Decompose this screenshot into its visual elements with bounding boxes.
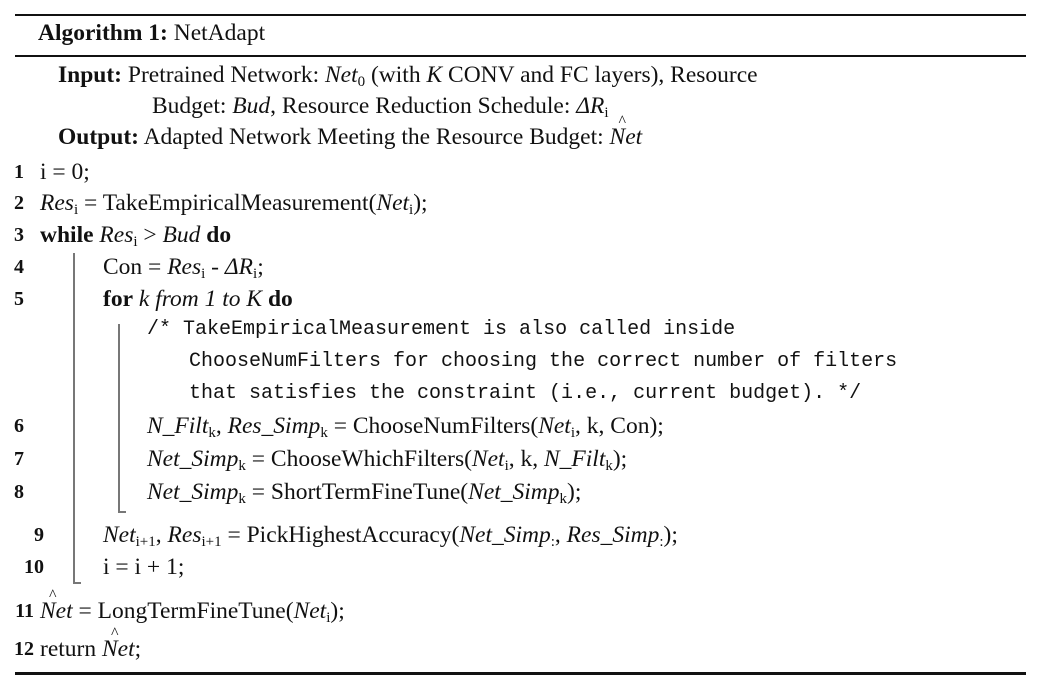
keyword: do <box>267 286 293 312</box>
text: - <box>205 254 225 280</box>
var: Bud <box>232 93 271 119</box>
line-number: 6 <box>14 415 24 437</box>
bottom-rule <box>15 672 1026 675</box>
comment-line: /* TakeEmpiricalMeasurement is also called inside <box>147 318 736 341</box>
var: Res_Simp <box>227 413 321 439</box>
sub: i <box>73 202 79 218</box>
range: k from 1 to K <box>138 286 263 312</box>
text: ; <box>134 636 142 662</box>
line-number: 10 <box>24 556 44 578</box>
var: N_Filt <box>543 446 606 472</box>
text: ); <box>612 446 628 472</box>
comment-line: that satisfies the constraint (i.e., current budget). */ <box>189 382 862 405</box>
line-number: 1 <box>14 161 24 183</box>
keyword: while <box>40 222 94 248</box>
line-4 <box>103 252 264 282</box>
algorithm-label: Algorithm 1: <box>38 20 168 46</box>
var: Net <box>293 598 327 624</box>
sub: i+1 <box>201 534 222 550</box>
sub: k <box>238 491 246 507</box>
line-12 <box>40 634 141 664</box>
line-number: 12 <box>14 638 34 660</box>
var: Res_Simp <box>566 522 660 548</box>
text: Pretrained Network: <box>127 62 325 88</box>
net-hat: Net ^ <box>610 122 643 152</box>
line-number: 11 <box>15 600 34 622</box>
sub: i <box>133 234 138 250</box>
header-rule <box>15 55 1026 57</box>
line-7 <box>147 444 627 474</box>
line-10: i = i + 1; <box>103 554 185 580</box>
sub: k <box>605 458 613 474</box>
sub: i <box>409 202 414 218</box>
line-9: Net$_{i+1}$, Res$_{i+1}$ = PickHighestAccuracy(Net_Simp$_:$, Res_Simp$_:$); <box>103 522 678 550</box>
text: (with <box>365 62 427 88</box>
text: , <box>554 522 567 548</box>
text: ); <box>330 598 345 624</box>
sub: k <box>559 491 568 507</box>
text: Con = <box>103 254 168 280</box>
input-line-1 <box>58 60 758 90</box>
line-6: N_Filt$_k$, Res_Simp$_k$ = ChooseNumFilters(Net$_i$, k, Con); <box>147 413 664 441</box>
sub: i <box>201 266 206 282</box>
input-line-2 <box>152 91 609 121</box>
var: Net <box>538 413 571 439</box>
text: = ChooseWhichFilters( <box>245 446 472 472</box>
text: CONV and FC layers), Resource <box>442 62 758 88</box>
line-11 <box>40 596 345 626</box>
line-number: 2 <box>14 192 24 214</box>
var: ΔR <box>224 254 254 280</box>
line-number: 3 <box>14 224 24 246</box>
text: ); <box>663 522 678 548</box>
text: = ChooseNumFilters( <box>327 413 539 439</box>
text: , k, <box>508 446 544 472</box>
sub: k <box>238 458 246 474</box>
keyword: do <box>206 222 232 248</box>
while-block-bar <box>73 253 75 583</box>
sub: i <box>604 105 609 121</box>
sub: i <box>504 458 509 474</box>
text: , Resource Reduction Schedule: <box>270 93 577 119</box>
sub: : <box>550 534 555 550</box>
output-line <box>58 122 642 152</box>
sub: k <box>320 425 328 441</box>
input-label: Input: <box>58 62 123 88</box>
line-1: i = 0; <box>40 159 90 185</box>
text: = LongTermFineTune( <box>72 598 294 624</box>
sub: i+1 <box>135 534 156 550</box>
var: Net_Simp <box>147 479 239 505</box>
text: ); <box>413 190 428 216</box>
var: Net <box>324 62 358 88</box>
line-number: 5 <box>14 288 24 310</box>
text: Adapted Network Meeting the Resource Budget: <box>143 124 610 150</box>
var: Net <box>376 190 410 216</box>
sub: i <box>253 266 258 282</box>
line-8 <box>147 477 581 507</box>
line-5 <box>103 284 293 314</box>
var: Net_Simp <box>459 522 551 548</box>
var: ΔR <box>576 93 605 119</box>
var: Res <box>167 254 202 280</box>
line-number: 9 <box>34 524 44 546</box>
text: Budget: <box>152 93 233 119</box>
sub: i <box>326 610 331 626</box>
top-rule <box>15 14 1026 16</box>
sub: i <box>570 425 576 441</box>
line-3 <box>40 220 231 250</box>
line-2 <box>40 188 428 218</box>
comment-line: ChooseNumFilters for choosing the correct number of filters <box>189 350 898 373</box>
net-hat: Net ^ <box>102 634 135 664</box>
for-block-bar <box>118 324 120 512</box>
text: return <box>40 636 102 662</box>
var: N_Filt <box>147 413 209 439</box>
line-number: 7 <box>14 448 24 470</box>
sub: 0 <box>357 74 366 90</box>
output-label: Output: <box>58 124 139 150</box>
text: = ShortTermFineTune( <box>245 479 469 505</box>
line-number: 4 <box>14 256 24 278</box>
keyword: for <box>103 286 134 312</box>
var: Res <box>99 222 134 248</box>
net-hat: Net ^ <box>40 596 73 626</box>
text: ); <box>567 479 582 505</box>
line-number: 8 <box>14 481 24 503</box>
var: Res <box>167 522 202 548</box>
var: Net <box>103 522 136 548</box>
text: ; <box>257 254 264 280</box>
while-block-end <box>73 582 81 584</box>
var: Res <box>40 190 74 216</box>
text: = PickHighestAccuracy( <box>221 522 460 548</box>
text: = TakeEmpiricalMeasurement( <box>78 190 377 216</box>
var: Bud <box>162 222 201 248</box>
algorithm-name: NetAdapt <box>173 20 266 46</box>
sub: k <box>208 425 216 441</box>
for-block-end <box>118 511 126 513</box>
text: > <box>137 222 163 248</box>
var: Net_Simp <box>147 446 239 472</box>
sub: : <box>659 534 664 550</box>
var: Net <box>471 446 505 472</box>
algorithm-title <box>38 18 265 48</box>
var: K <box>426 62 443 88</box>
text: , k, Con); <box>575 413 664 439</box>
var: Net_Simp <box>468 479 560 505</box>
